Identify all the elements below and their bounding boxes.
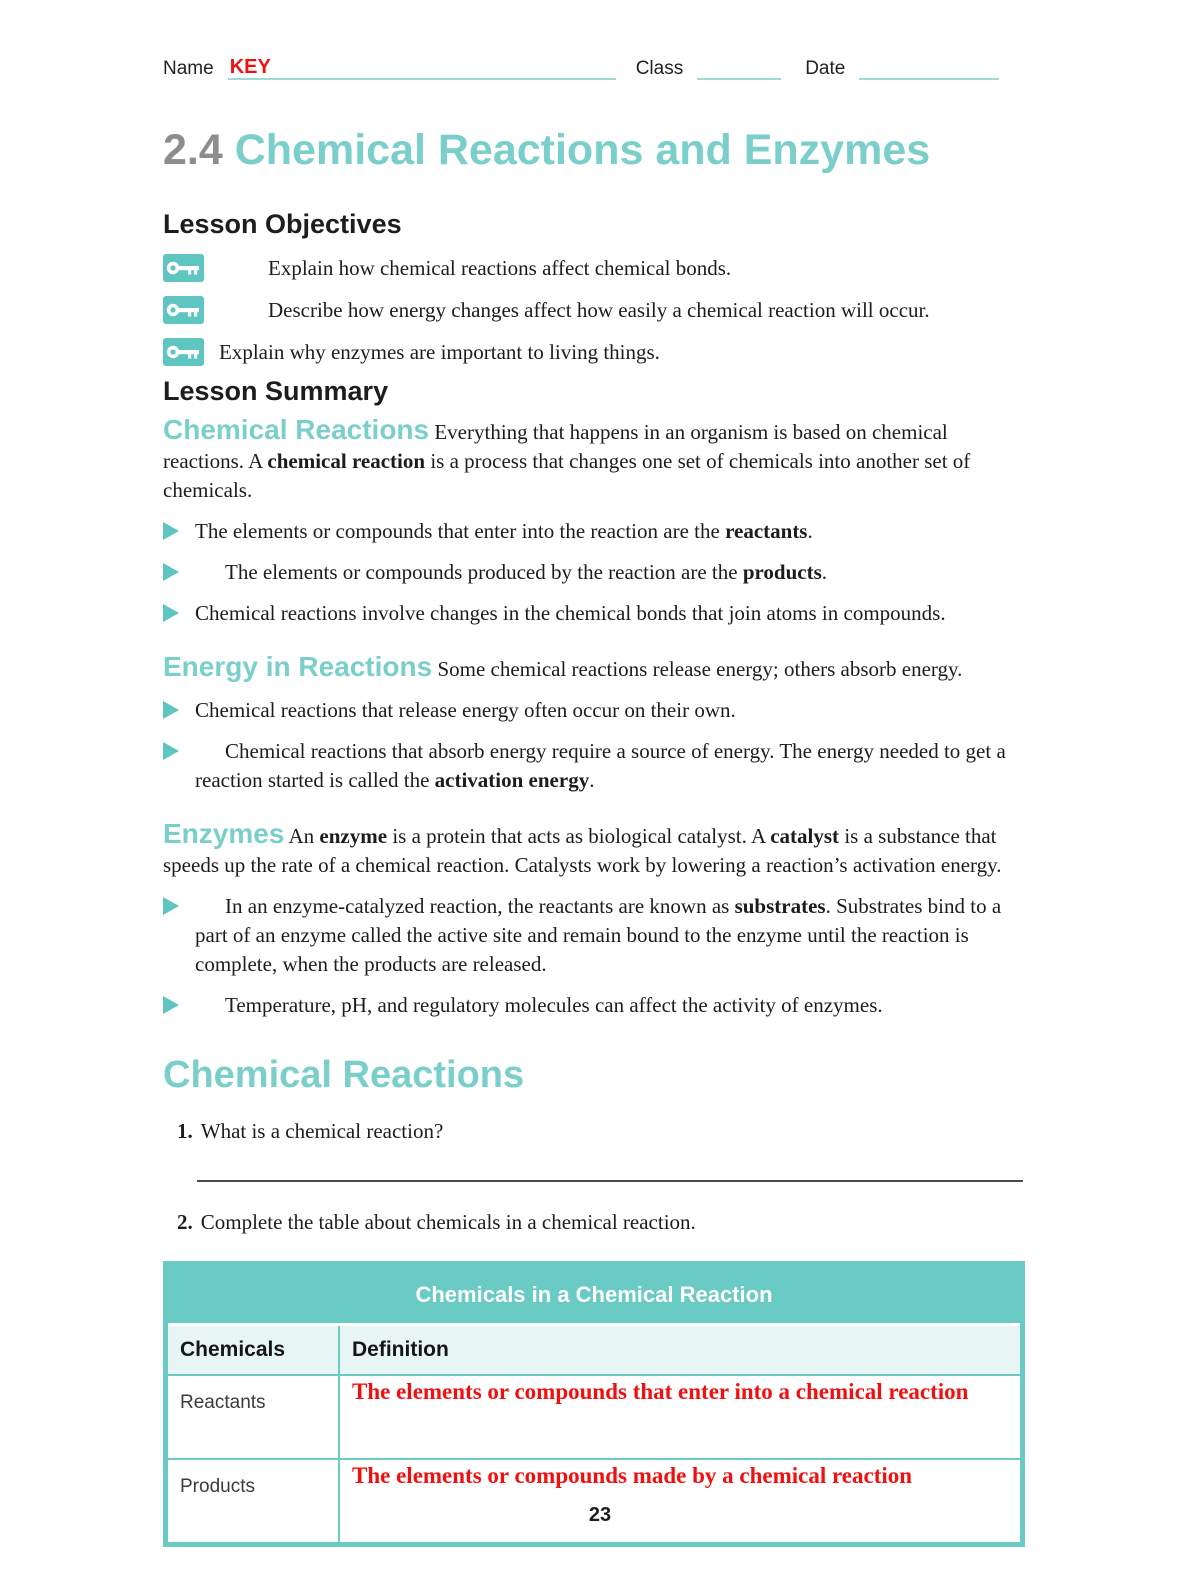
question-number: 1. [177,1119,193,1143]
question-number: 2. [177,1210,193,1234]
summary-bullet [163,991,1030,1020]
answer-line [197,1180,1023,1182]
lesson-number: 2.4 [163,126,223,174]
key-icon [163,338,204,366]
objective-text: Explain why enzymes are important to living things. [219,339,660,364]
summary-bullet [163,737,1030,795]
column-header-chemicals: Chemicals [168,1326,340,1374]
bullet-text: Chemical reactions that absorb energy require a source of energy. The energy needed to get a reaction started is called the activation energy. [195,739,1006,792]
objective-item [163,254,1030,282]
key-icon [163,254,204,282]
chemical-name: Reactants [168,1376,340,1458]
triangle-bullet-icon [163,563,179,581]
triangle-bullet-icon [163,897,179,915]
summary-section-enzymes [163,819,1030,1020]
bullet-text: Chemical reactions involve changes in the chemical bonds that join atoms in compounds. [195,601,946,625]
date-label: Date [805,58,846,79]
triangle-bullet-icon [163,742,179,760]
section-lead-text: An enzyme is a protein that acts as biological catalyst. A catalyst is a substance that speeds up the rate of a chemical reaction. Catalysts work by lowering a reaction’s activation energy. [163,824,1002,877]
objective-item [163,296,1030,324]
name-blank-line [228,56,616,80]
bullet-text: In an enzyme-catalyzed reaction, the reactants are known as substrates. Substrates bind to a part of an enzyme called the active site and remain bound to the enzyme until the reaction is complete, when the products are released. [195,894,1002,976]
summary-section-energy-in-reactions [163,652,1030,795]
summary-section-chemical-reactions [163,415,1030,628]
chemical-name: Products [168,1460,340,1542]
objectives-heading: Lesson Objectives [163,209,402,239]
summary-heading: Lesson Summary [163,376,389,406]
page-number: 23 [588,1504,612,1526]
triangle-bullet-icon [163,522,179,540]
table-row [168,1458,1020,1542]
summary-bullet [163,599,1030,628]
bullet-text: Chemical reactions that release energy often occur on their own. [195,698,736,722]
key-icon [163,296,204,324]
bullet-text: Temperature, pH, and regulatory molecules can affect the activity of enzymes. [225,993,883,1017]
section-lead [163,819,1030,880]
section-lead-text: Everything that happens in an organism is based on chemical reactions. A chemical reaction is a process that changes one set of chemicals into another set of chemicals. [163,420,971,502]
page-title [163,126,1030,175]
table-header-row [168,1326,1020,1374]
summary-bullet [163,696,1030,725]
section-lead [163,652,1030,684]
section-title: Chemical Reactions [163,414,430,445]
class-label: Class [635,58,684,79]
triangle-bullet-icon [163,996,179,1014]
section-title: Enzymes [163,818,285,849]
section-lead [163,415,1030,505]
bullet-text: The elements or compounds produced by the reaction are the products. [225,560,828,584]
definition-answer: The elements or compounds that enter into a chemical reaction [352,1379,969,1404]
triangle-bullet-icon [163,701,179,719]
questions-section-heading: Chemical Reactions [163,1054,525,1096]
summary-bullet [163,558,1030,587]
definition-answer: The elements or compounds made by a chemical reaction [352,1463,913,1488]
column-header-definition: Definition [352,1338,449,1361]
header-line [163,56,1030,80]
summary-bullet [163,892,1030,979]
objective-text: Describe how energy changes affect how easily a chemical reaction will occur. [268,297,930,322]
table-title: Chemicals in a Chemical Reaction [168,1266,1020,1326]
triangle-bullet-icon [163,604,179,622]
bullet-text: The elements or compounds that enter into the reaction are the reactants. [195,519,813,543]
question-1 [163,1117,1030,1146]
section-lead-text: Some chemical reactions release energy; others absorb energy. [437,657,963,681]
table-row [168,1374,1020,1458]
lesson-title: Chemical Reactions and Enzymes [234,126,931,174]
section-title: Energy in Reactions [163,651,433,682]
name-answer-key: KEY [229,56,271,78]
objective-text: Explain how chemical reactions affect chemical bonds. [268,255,732,280]
question-2 [163,1208,1030,1237]
question-text: Complete the table about chemicals in a chemical reaction. [200,1210,696,1234]
class-blank-line [697,56,781,80]
name-label: Name [163,58,214,79]
summary-bullet [163,517,1030,546]
objective-item [163,338,1030,366]
date-blank-line [859,56,999,80]
question-text: What is a chemical reaction? [200,1119,444,1143]
